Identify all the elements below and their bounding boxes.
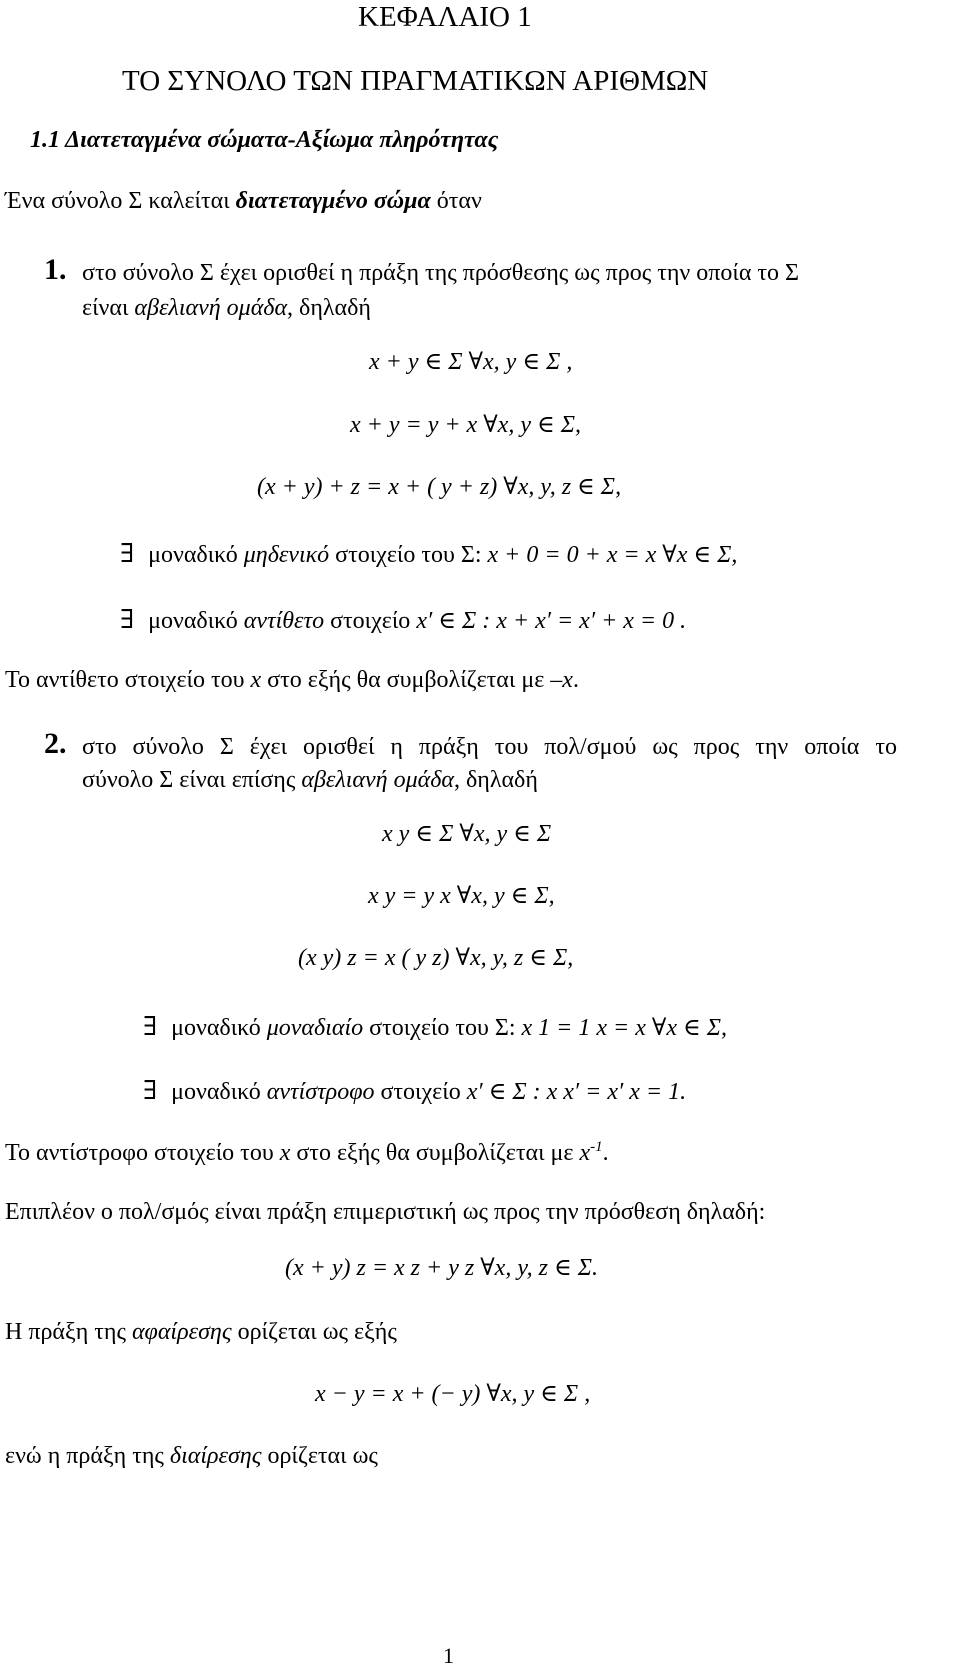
intro-text-after: όταν: [430, 188, 482, 214]
item-1-inverse-math: x′ ∈ Σ : x + x′ = x′ + x = 0 .: [416, 608, 687, 634]
item-1-term: αβελιανή ομάδα: [134, 295, 288, 321]
page-number: 1: [443, 1643, 454, 1668]
exists-symbol: ∃: [120, 539, 135, 568]
distributive-text: Επιπλέον ο πολ/σμός είναι πράξη επιμεριστική ως προς την πρόσθεση δηλαδή:: [5, 1199, 766, 1225]
exists-symbol: ∃: [143, 1012, 158, 1041]
item-1-inverse-before: μοναδικό: [148, 608, 244, 634]
item-1-zero-middle: στοιχείο του Σ:: [329, 542, 488, 568]
item-1-note-before: Το αντίθετο στοιχείο του: [5, 667, 251, 693]
item-1-note-middle: στο εξής θα συμβολίζεται με: [261, 667, 551, 693]
item-1-zero-before: μοναδικό: [148, 542, 244, 568]
intro-term: διατεταγμένο σώμα: [235, 188, 431, 214]
subtraction-after: ορίζεται ως εξής: [231, 1319, 397, 1345]
item-2-inverse-middle: στοιχείο: [374, 1079, 467, 1105]
item-2-unit-before: μοναδικό: [171, 1015, 267, 1041]
item-2-inverse-before: μοναδικό: [171, 1079, 267, 1105]
item-2-unit-term: μοναδιαίο: [266, 1015, 364, 1041]
section-heading: [30, 128, 498, 152]
item-1-inverse-element: [120, 607, 686, 633]
item-1-line-2: [82, 296, 371, 320]
item-1-line-2-before: είναι: [82, 295, 135, 321]
intro-paragraph: [5, 189, 482, 213]
item-2-inverse-math: x′ ∈ Σ : x x′ = x′ x = 1.: [466, 1079, 687, 1105]
item-2-term: αβελιανή ομάδα: [301, 767, 454, 793]
item-1-line-2-after: , δηλαδή: [287, 295, 371, 321]
item-2-note-middle: στο εξής θα συμβολίζεται με: [290, 1140, 580, 1166]
item-2-equation-associativity: (x y) z = x ( y z) ∀x, y, z ∈ Σ,: [298, 945, 574, 971]
exists-symbol: ∃: [143, 1076, 158, 1105]
item-1-note-end: .: [572, 667, 579, 693]
subtraction-equation: x − y = x + (− y) ∀x, y ∈ Σ ,: [315, 1381, 591, 1407]
item-2-inverse-element: [143, 1078, 686, 1104]
item-2-line-2-before: σύνολο Σ είναι επίσης: [82, 767, 302, 793]
division-text: [5, 1444, 378, 1468]
item-2-inverse-term: αντίστροφο: [266, 1079, 375, 1105]
division-before: ενώ η πράξη της: [5, 1443, 170, 1469]
item-2-unit-math: x 1 = 1 x = x ∀x ∈ Σ,: [521, 1015, 728, 1041]
item-1-equation-closure: x + y ∈ Σ ∀x, y ∈ Σ ,: [369, 349, 573, 375]
item-2-line-2: [82, 768, 538, 792]
item-1-number: 1.: [44, 253, 67, 286]
intro-text-before: Ένα σύνολο Σ καλείται: [5, 188, 236, 214]
chapter-title: ΤΟ ΣΥΝΟΛΟ ΤΩΝ ΠΡΑΓΜΑΤΙΚΩΝ ΑΡΙΘΜΩΝ: [122, 65, 709, 97]
item-1-equation-associativity: (x + y) + z = x + ( y + z) ∀x, y, z ∈ Σ,: [257, 474, 622, 500]
item-1-inverse-middle: στοιχείο: [324, 608, 417, 634]
item-2-note: [5, 1140, 609, 1165]
division-after: ορίζεται ως: [261, 1443, 378, 1469]
item-1-equation-commutativity: x + y = y + x ∀x, y ∈ Σ,: [350, 412, 582, 438]
subtraction-term: αφαίρεσης: [131, 1319, 232, 1345]
item-2-equation-closure: x y ∈ Σ ∀x, y ∈ Σ: [382, 821, 552, 847]
division-term: διαίρεσης: [169, 1443, 262, 1469]
item-2-note-var: x: [279, 1140, 291, 1166]
item-2-unit-middle: στοιχείο του Σ:: [363, 1015, 522, 1041]
item-2-equation-commutativity: x y = y x ∀x, y ∈ Σ,: [368, 883, 555, 909]
item-1-zero-element: [120, 541, 737, 567]
item-2-number: 2.: [44, 727, 67, 760]
item-2-note-symbol: x: [579, 1140, 591, 1166]
chapter-heading: ΚΕΦΑΛΑΙΟ 1: [358, 1, 532, 33]
item-1-note-symbol: –x: [550, 667, 573, 693]
item-1-zero-math: x + 0 = 0 + x = x ∀x ∈ Σ,: [487, 542, 738, 568]
item-2-note-superscript: -1: [590, 1139, 603, 1155]
item-1-line-1: στο σύνολο Σ έχει ορισθεί η πράξη της πρόσθεσης ως προς την οποία το Σ: [82, 260, 799, 286]
subtraction-before: Η πράξη της: [5, 1319, 132, 1345]
item-2-note-end: .: [602, 1140, 609, 1166]
item-2-unit-element: [143, 1014, 727, 1040]
item-1-inverse-term: αντίθετο: [243, 608, 325, 634]
item-2-note-before: Το αντίστροφο στοιχείο του: [5, 1140, 280, 1166]
item-2-line-1: στο σύνολο Σ έχει ορισθεί η πράξη του πολ/σμού ως προς την οποία το: [82, 734, 897, 760]
section-title: Διατεταγμένα σώματα-Αξίωμα πληρότητας: [65, 127, 499, 153]
exists-symbol: ∃: [120, 605, 135, 634]
subtraction-text: [5, 1320, 397, 1344]
item-1-zero-term: μηδενικό: [243, 542, 330, 568]
item-1-note-var: x: [250, 667, 262, 693]
item-2-line-2-after: , δηλαδή: [453, 767, 538, 793]
distributive-equation: (x + y) z = x z + y z ∀x, y, z ∈ Σ.: [285, 1255, 599, 1281]
section-number: 1.1: [30, 127, 60, 153]
item-1-note: [5, 668, 579, 692]
